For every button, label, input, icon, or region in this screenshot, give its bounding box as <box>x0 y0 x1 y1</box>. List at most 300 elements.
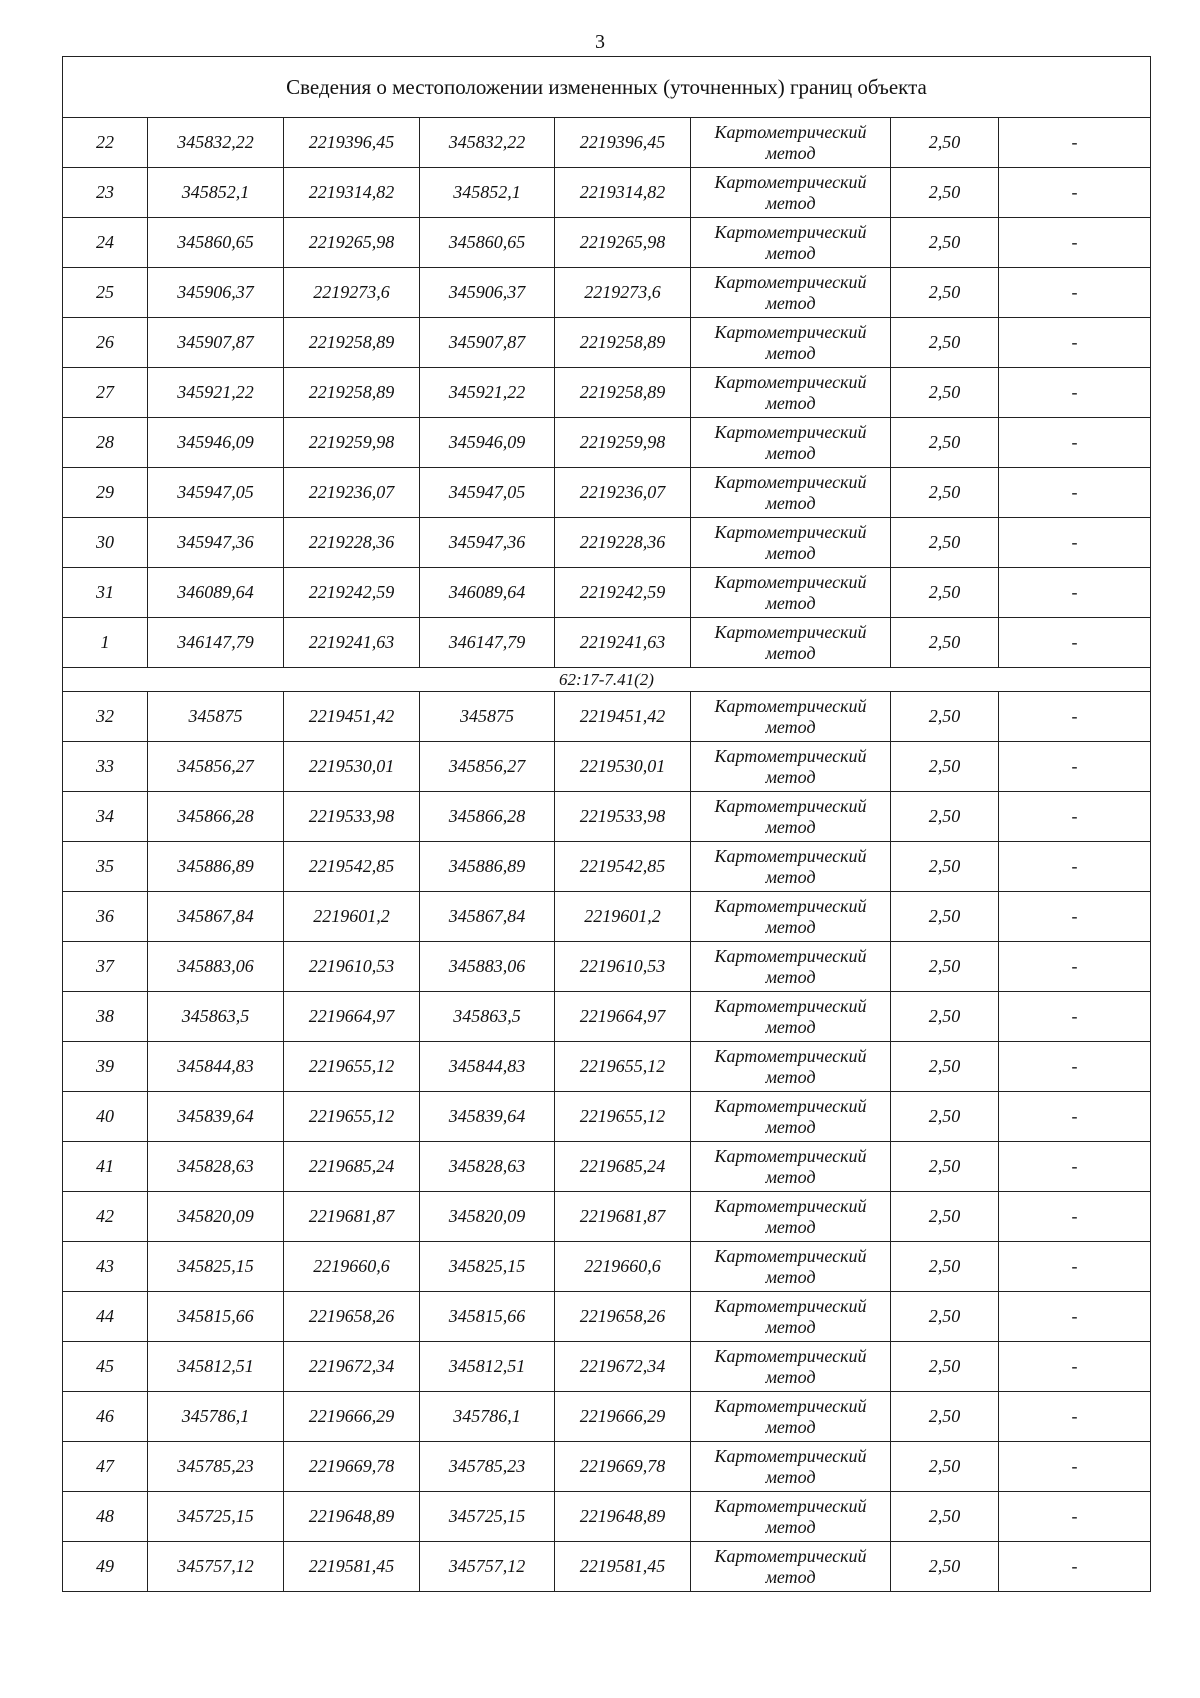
accuracy-cell: 2,50 <box>891 1342 999 1392</box>
description-cell: - <box>999 318 1151 368</box>
point-number-cell: 29 <box>63 468 148 518</box>
existing-y-cell: 2219258,89 <box>284 318 420 368</box>
existing-y-cell: 2219685,24 <box>284 1142 420 1192</box>
refined-y-cell: 2219669,78 <box>555 1442 691 1492</box>
method-line1: Картометрический <box>714 1195 867 1216</box>
refined-x-cell: 345832,22 <box>420 118 555 168</box>
method-cell <box>691 1392 891 1442</box>
point-number-cell: 49 <box>63 1542 148 1592</box>
existing-x-cell: 345820,09 <box>148 1192 284 1242</box>
description-cell: - <box>999 992 1151 1042</box>
method-line2: метод <box>765 192 816 213</box>
existing-x-cell: 345757,12 <box>148 1542 284 1592</box>
method-line2: метод <box>765 1416 816 1437</box>
accuracy-cell: 2,50 <box>891 468 999 518</box>
refined-y-cell: 2219542,85 <box>555 842 691 892</box>
table-row <box>63 418 1151 468</box>
method-cell <box>691 992 891 1042</box>
table-row <box>63 1292 1151 1342</box>
accuracy-cell: 2,50 <box>891 518 999 568</box>
method-line2: метод <box>765 1366 816 1387</box>
point-number-cell: 33 <box>63 742 148 792</box>
point-number-cell: 35 <box>63 842 148 892</box>
method-line1: Картометрический <box>714 1145 867 1166</box>
method-cell <box>691 318 891 368</box>
existing-x-cell: 345867,84 <box>148 892 284 942</box>
table-row <box>63 942 1151 992</box>
refined-x-cell: 345906,37 <box>420 268 555 318</box>
method-cell <box>691 742 891 792</box>
description-cell: - <box>999 842 1151 892</box>
table-row <box>63 842 1151 892</box>
method-line2: метод <box>765 1266 816 1287</box>
method-line2: метод <box>765 1166 816 1187</box>
existing-y-cell: 2219542,85 <box>284 842 420 892</box>
accuracy-cell: 2,50 <box>891 842 999 892</box>
refined-x-cell: 345812,51 <box>420 1342 555 1392</box>
existing-y-cell: 2219658,26 <box>284 1292 420 1342</box>
table-row <box>63 1192 1151 1242</box>
refined-x-cell: 345921,22 <box>420 368 555 418</box>
existing-y-cell: 2219669,78 <box>284 1442 420 1492</box>
method-line2: метод <box>765 966 816 987</box>
existing-y-cell: 2219648,89 <box>284 1492 420 1542</box>
method-line2: метод <box>765 1316 816 1337</box>
existing-y-cell: 2219258,89 <box>284 368 420 418</box>
point-number-cell: 48 <box>63 1492 148 1542</box>
refined-y-cell: 2219451,42 <box>555 692 691 742</box>
accuracy-cell: 2,50 <box>891 1392 999 1442</box>
existing-x-cell: 345856,27 <box>148 742 284 792</box>
method-line1: Картометрический <box>714 121 867 142</box>
refined-y-cell: 2219685,24 <box>555 1142 691 1192</box>
refined-y-cell: 2219241,63 <box>555 618 691 668</box>
existing-y-cell: 2219660,6 <box>284 1242 420 1292</box>
refined-y-cell: 2219660,6 <box>555 1242 691 1292</box>
refined-x-cell: 345866,28 <box>420 792 555 842</box>
existing-y-cell: 2219236,07 <box>284 468 420 518</box>
point-number-cell: 34 <box>63 792 148 842</box>
point-number-cell: 46 <box>63 1392 148 1442</box>
method-line2: метод <box>765 1016 816 1037</box>
method-line2: метод <box>765 916 816 937</box>
refined-y-cell: 2219242,59 <box>555 568 691 618</box>
accuracy-cell: 2,50 <box>891 418 999 468</box>
existing-x-cell: 345815,66 <box>148 1292 284 1342</box>
point-number-cell: 42 <box>63 1192 148 1242</box>
method-line1: Картометрический <box>714 1045 867 1066</box>
table-row <box>63 892 1151 942</box>
table-row <box>63 1442 1151 1492</box>
accuracy-cell: 2,50 <box>891 118 999 168</box>
point-number-cell: 25 <box>63 268 148 318</box>
method-cell <box>691 1542 891 1592</box>
existing-x-cell: 345844,83 <box>148 1042 284 1092</box>
description-cell: - <box>999 1192 1151 1242</box>
method-cell <box>691 468 891 518</box>
accuracy-cell: 2,50 <box>891 268 999 318</box>
description-cell: - <box>999 118 1151 168</box>
existing-x-cell: 346089,64 <box>148 568 284 618</box>
description-cell: - <box>999 468 1151 518</box>
refined-x-cell: 345786,1 <box>420 1392 555 1442</box>
method-line1: Картометрический <box>714 1345 867 1366</box>
method-cell <box>691 1042 891 1092</box>
boundary-coordinates-table <box>62 56 1151 1592</box>
method-line1: Картометрический <box>714 1445 867 1466</box>
method-cell <box>691 1142 891 1192</box>
table-row <box>63 518 1151 568</box>
table-row <box>63 1342 1151 1392</box>
existing-y-cell: 2219672,34 <box>284 1342 420 1392</box>
description-cell: - <box>999 1542 1151 1592</box>
description-cell: - <box>999 892 1151 942</box>
description-cell: - <box>999 568 1151 618</box>
method-line2: метод <box>765 442 816 463</box>
refined-y-cell: 2219658,26 <box>555 1292 691 1342</box>
existing-x-cell: 345786,1 <box>148 1392 284 1442</box>
description-cell: - <box>999 618 1151 668</box>
point-number-cell: 40 <box>63 1092 148 1142</box>
table-row <box>63 792 1151 842</box>
refined-x-cell: 345875 <box>420 692 555 742</box>
description-cell: - <box>999 1442 1151 1492</box>
existing-y-cell: 2219273,6 <box>284 268 420 318</box>
table-row <box>63 568 1151 618</box>
method-line1: Картометрический <box>714 1245 867 1266</box>
method-line2: метод <box>765 142 816 163</box>
description-cell: - <box>999 1392 1151 1442</box>
table-row <box>63 468 1151 518</box>
description-cell: - <box>999 518 1151 568</box>
section-row <box>63 668 1151 692</box>
method-line2: метод <box>765 342 816 363</box>
existing-x-cell: 345785,23 <box>148 1442 284 1492</box>
point-number-cell: 38 <box>63 992 148 1042</box>
table-row <box>63 742 1151 792</box>
refined-x-cell: 345907,87 <box>420 318 555 368</box>
accuracy-cell: 2,50 <box>891 368 999 418</box>
existing-y-cell: 2219265,98 <box>284 218 420 268</box>
existing-x-cell: 345907,87 <box>148 318 284 368</box>
point-number-cell: 44 <box>63 1292 148 1342</box>
refined-y-cell: 2219259,98 <box>555 418 691 468</box>
point-number-cell: 41 <box>63 1142 148 1192</box>
method-cell <box>691 568 891 618</box>
refined-x-cell: 345839,64 <box>420 1092 555 1142</box>
method-line2: метод <box>765 242 816 263</box>
accuracy-cell: 2,50 <box>891 568 999 618</box>
method-line1: Картометрический <box>714 1395 867 1416</box>
accuracy-cell: 2,50 <box>891 742 999 792</box>
method-line1: Картометрический <box>714 371 867 392</box>
description-cell: - <box>999 1342 1151 1392</box>
refined-y-cell: 2219530,01 <box>555 742 691 792</box>
refined-y-cell: 2219664,97 <box>555 992 691 1042</box>
refined-y-cell: 2219533,98 <box>555 792 691 842</box>
refined-y-cell: 2219236,07 <box>555 468 691 518</box>
description-cell: - <box>999 1092 1151 1142</box>
refined-x-cell: 345856,27 <box>420 742 555 792</box>
refined-x-cell: 346147,79 <box>420 618 555 668</box>
point-number-cell: 31 <box>63 568 148 618</box>
point-number-cell: 32 <box>63 692 148 742</box>
method-line1: Картометрический <box>714 795 867 816</box>
refined-x-cell: 345815,66 <box>420 1292 555 1342</box>
table-row <box>63 318 1151 368</box>
refined-y-cell: 2219273,6 <box>555 268 691 318</box>
accuracy-cell: 2,50 <box>891 1042 999 1092</box>
method-cell <box>691 418 891 468</box>
method-line2: метод <box>765 392 816 413</box>
table-row <box>63 1092 1151 1142</box>
description-cell: - <box>999 942 1151 992</box>
method-line1: Картометрический <box>714 995 867 1016</box>
existing-x-cell: 345921,22 <box>148 368 284 418</box>
method-line1: Картометрический <box>714 421 867 442</box>
method-line2: метод <box>765 1216 816 1237</box>
refined-x-cell: 345757,12 <box>420 1542 555 1592</box>
point-number-cell: 28 <box>63 418 148 468</box>
table-row <box>63 168 1151 218</box>
point-number-cell: 27 <box>63 368 148 418</box>
point-number-cell: 22 <box>63 118 148 168</box>
accuracy-cell: 2,50 <box>891 1492 999 1542</box>
method-line2: метод <box>765 716 816 737</box>
refined-x-cell: 345785,23 <box>420 1442 555 1492</box>
refined-y-cell: 2219314,82 <box>555 168 691 218</box>
accuracy-cell: 2,50 <box>891 1142 999 1192</box>
description-cell: - <box>999 418 1151 468</box>
refined-y-cell: 2219666,29 <box>555 1392 691 1442</box>
method-cell <box>691 842 891 892</box>
refined-y-cell: 2219396,45 <box>555 118 691 168</box>
method-line1: Картометрический <box>714 1295 867 1316</box>
method-cell <box>691 218 891 268</box>
existing-y-cell: 2219655,12 <box>284 1092 420 1142</box>
method-line2: метод <box>765 866 816 887</box>
method-line1: Картометрический <box>714 1095 867 1116</box>
method-line1: Картометрический <box>714 521 867 542</box>
existing-y-cell: 2219451,42 <box>284 692 420 742</box>
refined-x-cell: 345947,05 <box>420 468 555 518</box>
method-cell <box>691 168 891 218</box>
accuracy-cell: 2,50 <box>891 1442 999 1492</box>
refined-x-cell: 345825,15 <box>420 1242 555 1292</box>
refined-x-cell: 346089,64 <box>420 568 555 618</box>
method-cell <box>691 1192 891 1242</box>
method-line2: метод <box>765 766 816 787</box>
point-number-cell: 30 <box>63 518 148 568</box>
refined-y-cell: 2219648,89 <box>555 1492 691 1542</box>
description-cell: - <box>999 1292 1151 1342</box>
method-line1: Картометрический <box>714 945 867 966</box>
method-cell <box>691 1342 891 1392</box>
refined-y-cell: 2219681,87 <box>555 1192 691 1242</box>
point-number-cell: 36 <box>63 892 148 942</box>
method-line2: метод <box>765 1466 816 1487</box>
existing-x-cell: 345828,63 <box>148 1142 284 1192</box>
point-number-cell: 39 <box>63 1042 148 1092</box>
table-row <box>63 368 1151 418</box>
refined-x-cell: 345725,15 <box>420 1492 555 1542</box>
existing-y-cell: 2219259,98 <box>284 418 420 468</box>
table-row <box>63 218 1151 268</box>
refined-y-cell: 2219655,12 <box>555 1042 691 1092</box>
existing-y-cell: 2219242,59 <box>284 568 420 618</box>
point-number-cell: 24 <box>63 218 148 268</box>
refined-y-cell: 2219228,36 <box>555 518 691 568</box>
method-cell <box>691 268 891 318</box>
existing-y-cell: 2219241,63 <box>284 618 420 668</box>
method-line1: Картометрический <box>714 571 867 592</box>
method-line2: метод <box>765 1566 816 1587</box>
existing-x-cell: 345812,51 <box>148 1342 284 1392</box>
refined-x-cell: 345828,63 <box>420 1142 555 1192</box>
description-cell: - <box>999 368 1151 418</box>
accuracy-cell: 2,50 <box>891 618 999 668</box>
existing-x-cell: 345825,15 <box>148 1242 284 1292</box>
existing-x-cell: 345946,09 <box>148 418 284 468</box>
refined-x-cell: 345886,89 <box>420 842 555 892</box>
accuracy-cell: 2,50 <box>891 318 999 368</box>
existing-y-cell: 2219610,53 <box>284 942 420 992</box>
description-cell: - <box>999 218 1151 268</box>
table-title: Сведения о местоположении измененных (уточненных) границ объекта <box>63 57 1151 118</box>
method-cell <box>691 892 891 942</box>
method-line2: метод <box>765 816 816 837</box>
existing-y-cell: 2219681,87 <box>284 1192 420 1242</box>
refined-x-cell: 345863,5 <box>420 992 555 1042</box>
method-line1: Картометрический <box>714 1495 867 1516</box>
description-cell: - <box>999 168 1151 218</box>
description-cell: - <box>999 792 1151 842</box>
existing-y-cell: 2219314,82 <box>284 168 420 218</box>
description-cell: - <box>999 1042 1151 1092</box>
method-line1: Картометрический <box>714 471 867 492</box>
table-row <box>63 1042 1151 1092</box>
accuracy-cell: 2,50 <box>891 168 999 218</box>
method-line1: Картометрический <box>714 171 867 192</box>
refined-y-cell: 2219610,53 <box>555 942 691 992</box>
table-row <box>63 618 1151 668</box>
existing-x-cell: 345906,37 <box>148 268 284 318</box>
method-cell <box>691 692 891 742</box>
description-cell: - <box>999 1492 1151 1542</box>
method-line2: метод <box>765 1066 816 1087</box>
existing-x-cell: 345947,05 <box>148 468 284 518</box>
method-cell <box>691 942 891 992</box>
refined-y-cell: 2219258,89 <box>555 318 691 368</box>
accuracy-cell: 2,50 <box>891 942 999 992</box>
method-cell <box>691 1292 891 1342</box>
existing-x-cell: 345860,65 <box>148 218 284 268</box>
refined-y-cell: 2219581,45 <box>555 1542 691 1592</box>
existing-x-cell: 345886,89 <box>148 842 284 892</box>
section-label: 62:17-7.41(2) <box>63 668 1151 692</box>
method-line1: Картометрический <box>714 271 867 292</box>
table-row <box>63 268 1151 318</box>
method-cell <box>691 792 891 842</box>
point-number-cell: 1 <box>63 618 148 668</box>
existing-x-cell: 345863,5 <box>148 992 284 1042</box>
point-number-cell: 43 <box>63 1242 148 1292</box>
accuracy-cell: 2,50 <box>891 1092 999 1142</box>
method-line2: метод <box>765 1516 816 1537</box>
refined-y-cell: 2219265,98 <box>555 218 691 268</box>
existing-y-cell: 2219533,98 <box>284 792 420 842</box>
existing-x-cell: 345875 <box>148 692 284 742</box>
accuracy-cell: 2,50 <box>891 1242 999 1292</box>
existing-y-cell: 2219655,12 <box>284 1042 420 1092</box>
method-line1: Картометрический <box>714 745 867 766</box>
table-row <box>63 692 1151 742</box>
refined-x-cell: 345946,09 <box>420 418 555 468</box>
table-row <box>63 1142 1151 1192</box>
description-cell: - <box>999 742 1151 792</box>
method-cell <box>691 618 891 668</box>
method-cell <box>691 368 891 418</box>
table-row <box>63 1392 1151 1442</box>
method-line2: метод <box>765 592 816 613</box>
point-number-cell: 47 <box>63 1442 148 1492</box>
method-line1: Картометрический <box>714 621 867 642</box>
method-line1: Картометрический <box>714 221 867 242</box>
refined-x-cell: 345820,09 <box>420 1192 555 1242</box>
accuracy-cell: 2,50 <box>891 992 999 1042</box>
refined-y-cell: 2219655,12 <box>555 1092 691 1142</box>
page-number: 3 <box>595 31 605 53</box>
method-line1: Картометрический <box>714 845 867 866</box>
method-cell <box>691 1442 891 1492</box>
description-cell: - <box>999 1142 1151 1192</box>
method-line1: Картометрический <box>714 695 867 716</box>
existing-y-cell: 2219666,29 <box>284 1392 420 1442</box>
table-row <box>63 1242 1151 1292</box>
method-line1: Картометрический <box>714 321 867 342</box>
accuracy-cell: 2,50 <box>891 892 999 942</box>
refined-x-cell: 345860,65 <box>420 218 555 268</box>
existing-y-cell: 2219664,97 <box>284 992 420 1042</box>
accuracy-cell: 2,50 <box>891 1192 999 1242</box>
refined-y-cell: 2219601,2 <box>555 892 691 942</box>
existing-x-cell: 345839,64 <box>148 1092 284 1142</box>
method-line2: метод <box>765 642 816 663</box>
accuracy-cell: 2,50 <box>891 1542 999 1592</box>
refined-y-cell: 2219672,34 <box>555 1342 691 1392</box>
existing-y-cell: 2219228,36 <box>284 518 420 568</box>
point-number-cell: 26 <box>63 318 148 368</box>
existing-y-cell: 2219530,01 <box>284 742 420 792</box>
point-number-cell: 45 <box>63 1342 148 1392</box>
description-cell: - <box>999 1242 1151 1292</box>
existing-y-cell: 2219396,45 <box>284 118 420 168</box>
existing-y-cell: 2219601,2 <box>284 892 420 942</box>
method-line2: метод <box>765 292 816 313</box>
method-line1: Картометрический <box>714 895 867 916</box>
method-line1: Картометрический <box>714 1545 867 1566</box>
existing-x-cell: 345852,1 <box>148 168 284 218</box>
refined-y-cell: 2219258,89 <box>555 368 691 418</box>
method-cell <box>691 1242 891 1292</box>
existing-x-cell: 345866,28 <box>148 792 284 842</box>
table-row <box>63 992 1151 1042</box>
existing-x-cell: 345883,06 <box>148 942 284 992</box>
accuracy-cell: 2,50 <box>891 692 999 742</box>
description-cell: - <box>999 268 1151 318</box>
table-row <box>63 118 1151 168</box>
method-line2: метод <box>765 492 816 513</box>
